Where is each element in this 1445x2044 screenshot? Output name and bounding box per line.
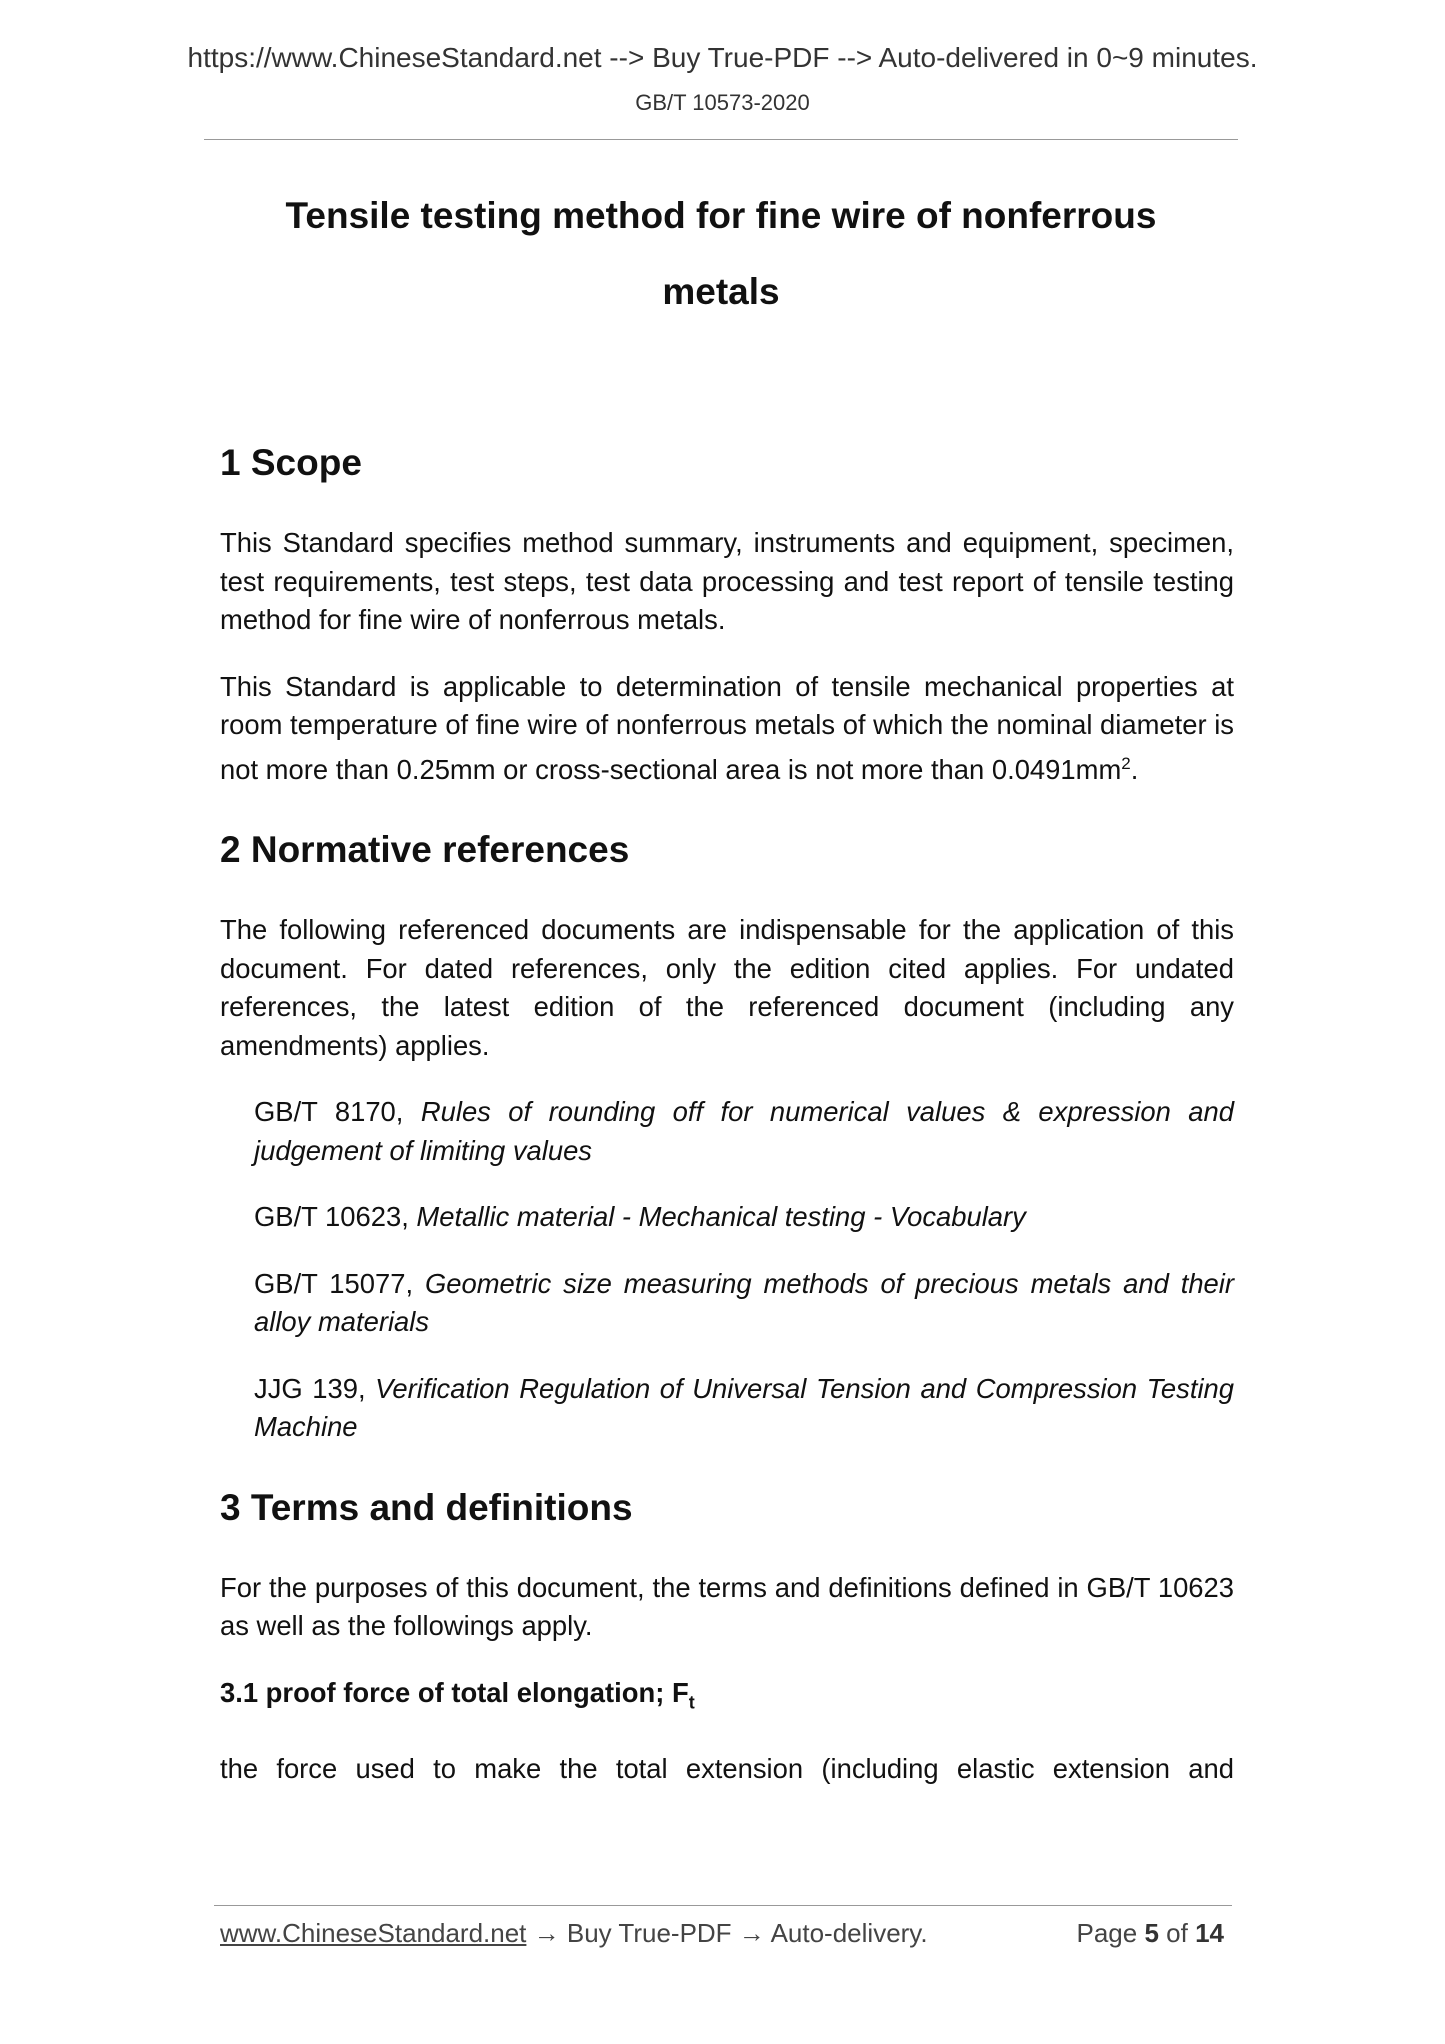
standard-code: GB/T 10573-2020 [635, 90, 810, 115]
page-total: 14 [1195, 1918, 1224, 1948]
header-divider [204, 139, 1238, 140]
reference-item [254, 1265, 1234, 1342]
footer-tagline: → Buy True-PDF → Auto-delivery. [526, 1918, 928, 1948]
section-2-heading: 2 Normative references [220, 829, 630, 871]
page-number: 5 [1144, 1918, 1159, 1948]
section-1-heading: 1 Scope [220, 442, 362, 483]
of-label: of [1166, 1918, 1188, 1948]
reference-title: Metallic material - Mechanical testing - Vocabulary [416, 1201, 1026, 1233]
term-definition: the force used to make the total extension (including elastic extension and [220, 1752, 1234, 1784]
term-3-1 [220, 1674, 1234, 1722]
reference-code: GB/T 10623, [254, 1201, 417, 1233]
reference-item [254, 1093, 1234, 1170]
document-body [220, 440, 1234, 1788]
scope-paragraph-2-end: . [1130, 753, 1139, 785]
scope-paragraph-2 [220, 668, 1234, 790]
page-label: Page [1076, 1918, 1138, 1948]
footer-left [220, 1918, 928, 1949]
header-banner: https://www.ChineseStandard.net --> Buy True-PDF --> Auto-delivered in 0~9 minutes. [187, 42, 1258, 73]
scope-paragraph-1: This Standard specifies method summary, instruments and equipment, specimen, test requirements, test steps, test data processing and test report of tensile testing method for fine wire of nonferrous metals. [220, 527, 1234, 635]
term-label: 3.1 proof force of total elongation; F [220, 1676, 689, 1708]
reference-code: GB/T 8170, [254, 1096, 421, 1128]
terms-intro: For the purposes of this document, the terms and definitions defined in GB/T 10623 as well as the followings apply. [220, 1571, 1234, 1642]
reference-code: JJG 139, [254, 1372, 376, 1404]
reference-title: Rules of rounding off for numerical values & expression and judgement of limiting values [254, 1096, 1234, 1166]
document-title [204, 178, 1238, 330]
reference-title: Geometric size measuring methods of precious metals and their alloy materials [254, 1267, 1234, 1338]
reference-code: GB/T 15077, [254, 1267, 425, 1299]
scope-paragraph-2-text: This Standard is applicable to determination of tensile mechanical properties at room temperature of fine wire of nonferrous metals of which the nominal diameter is not more than 0.25mm or cross-sectional area is not more than 0.0491mm [220, 670, 1234, 785]
section-3-heading: 3 Terms and definitions [220, 1486, 633, 1528]
footer-divider [214, 1905, 1232, 1906]
title-line-1: Tensile testing method for fine wire of nonferrous [285, 195, 1157, 236]
superscript-2: 2 [1121, 753, 1131, 773]
term-subscript: t [688, 1692, 695, 1713]
reference-title: Verification Regulation of Universal Tension and Compression Testing Machine [254, 1372, 1234, 1443]
reference-item [254, 1198, 1234, 1237]
reference-item [254, 1370, 1234, 1447]
references-intro: The following referenced documents are indispensable for the application of this document. For dated references, only the edition cited applies. For undated references, the latest edition of the referenced document (including any amendments) applies. [220, 914, 1234, 1061]
footer-website-link[interactable]: www.ChineseStandard.net [220, 1918, 527, 1948]
title-line-2: metals [662, 271, 780, 312]
page-indicator [1076, 1918, 1224, 1949]
